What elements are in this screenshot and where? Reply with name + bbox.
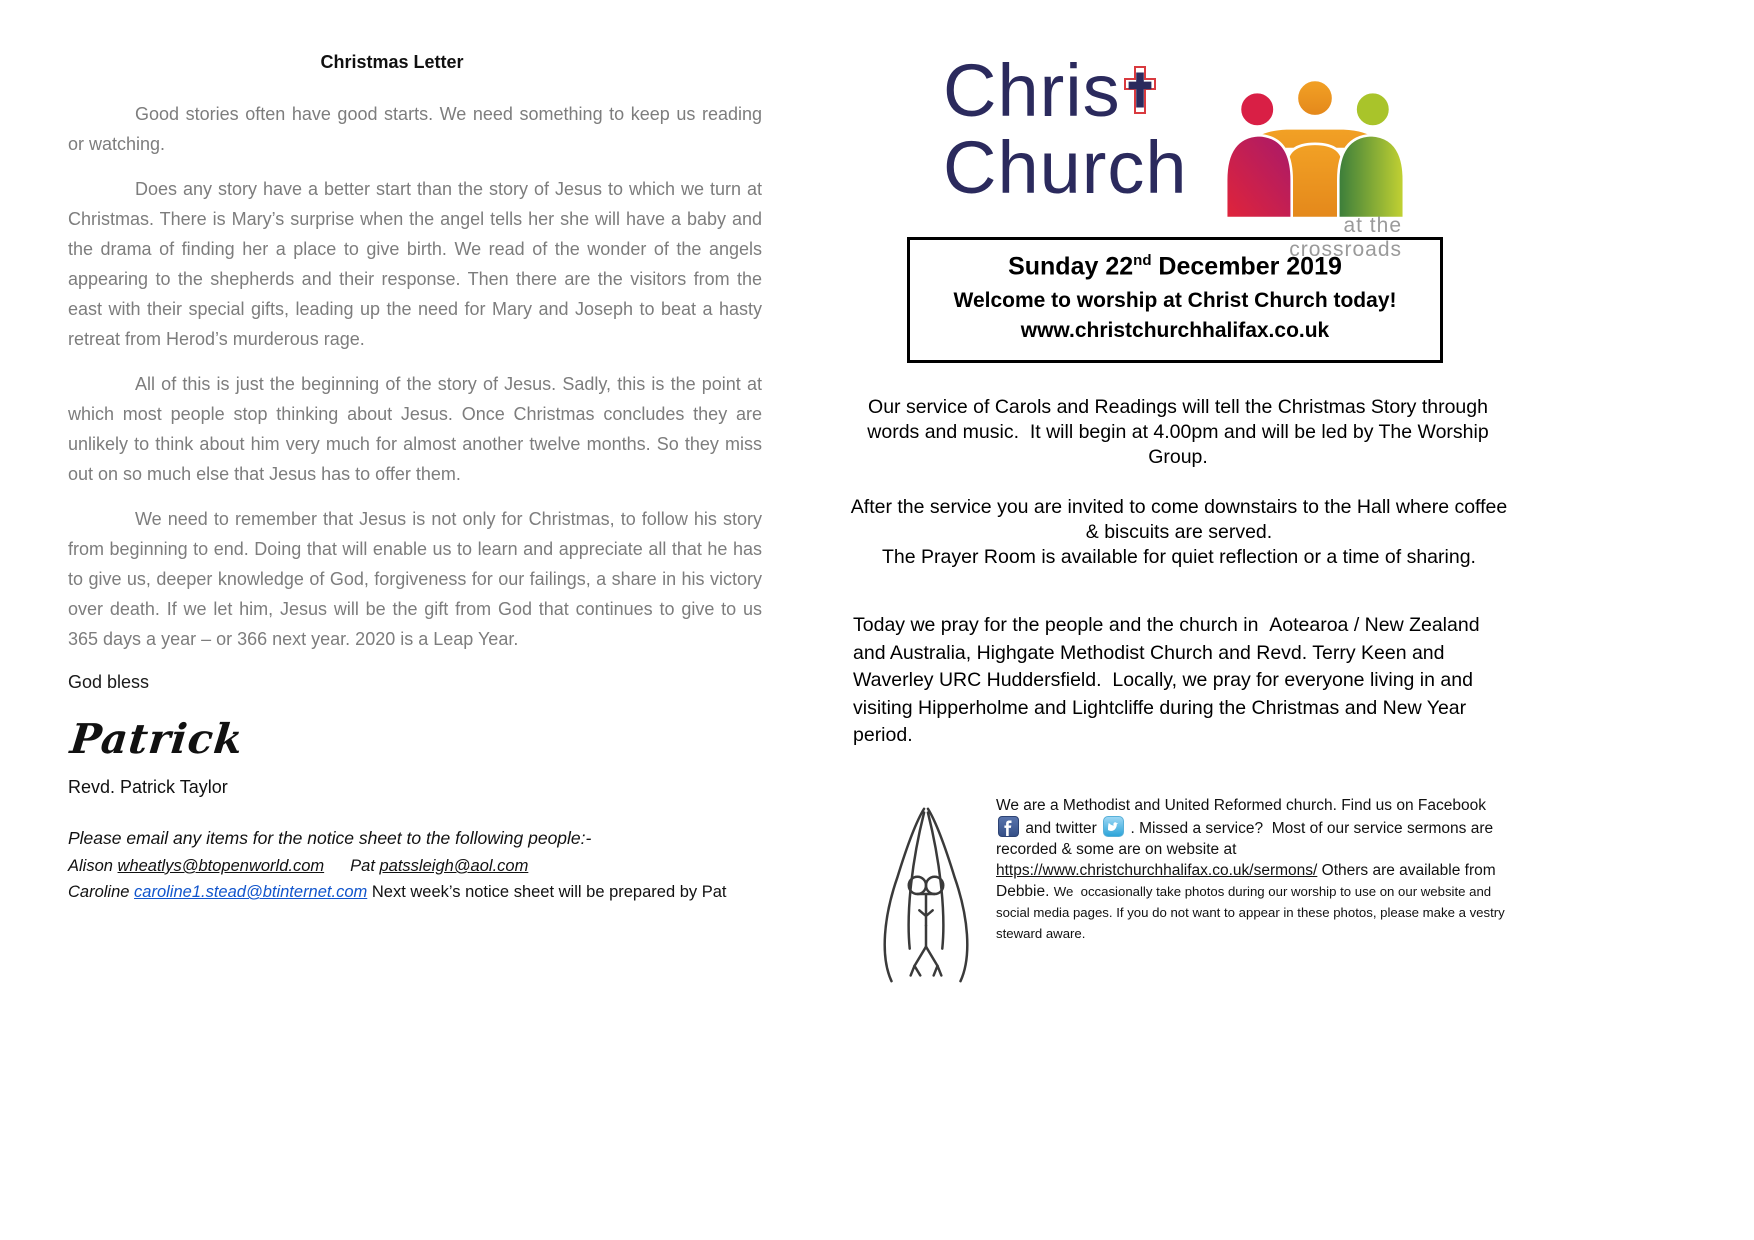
carols-service-paragraph: Our service of Carols and Readings will tell the Christmas Story through words and music. It will begin at 4.00pm and will be led by The Worship Group. xyxy=(867,396,1489,468)
signatory-name: Revd. Patrick Taylor xyxy=(68,777,228,797)
person-green-body xyxy=(1338,135,1404,218)
contact-alison-email-link[interactable]: wheatlys@btopenworld.com xyxy=(117,857,325,875)
contact-pat-name: Pat xyxy=(350,857,380,875)
cross-icon xyxy=(1123,52,1157,104)
letter-paragraph: Does any story have a better start than the story of Jesus to which we turn at Christmas. There is Mary’s surprise when the angel tells her she will have a baby and the drama of finding her a place to give birth. We read of the wonder of the angels appearing to the shepherds and their response. Then there are the visitors from the east with their special gifts, leading up the need for Mary and Joseph to beat a hasty retreat from Herod’s murderous rage. xyxy=(68,179,762,349)
contact-caroline-name: Caroline xyxy=(68,883,135,901)
letter-title: Christmas Letter xyxy=(320,52,464,72)
notice-sheet-email-intro: Please email any items for the notice sheet to the following people:- xyxy=(68,828,592,848)
logo-word-christ-letters: Chris xyxy=(943,49,1121,132)
facebook-icon[interactable] xyxy=(998,816,1019,837)
sermons-link[interactable]: https://www.christchurchhalifax.co.uk/sermons/ xyxy=(996,862,1318,879)
footer-others: Others are available from Debbie. xyxy=(996,862,1496,900)
logo-people-icon xyxy=(1206,80,1424,223)
next-week-note: Next week’s notice sheet will be prepared by Pat xyxy=(367,883,727,901)
person-orange-body xyxy=(1287,144,1344,218)
logo-word-church: Church xyxy=(943,126,1188,209)
photo-notice-small-print: We occasionally take photos during our worship to use on our website and social media pages. If you do not want to appear in these photos, please make a vestry steward aware. xyxy=(996,884,1505,941)
date-day: Sunday 22 xyxy=(1008,252,1134,281)
footer-info-block xyxy=(878,795,1518,990)
after-service-block xyxy=(845,495,1513,570)
date-ordinal: nd xyxy=(1133,252,1152,269)
contact-caroline-email-link[interactable]: caroline1.stead@btinternet.com xyxy=(134,883,368,901)
logo-tagline: at the crossroads xyxy=(1289,214,1402,261)
footer-line1: We are a Methodist and United Reformed church. Find us on Facebook xyxy=(996,797,1486,814)
welcome-message: Welcome to worship at Christ Church today! xyxy=(953,289,1397,313)
footer-and-twitter: and twitter xyxy=(1025,820,1097,837)
footer-after-icons: . Missed a service? Most of our service sermons are recorded & some are on website at xyxy=(996,820,1494,858)
twitter-icon[interactable] xyxy=(1103,816,1124,837)
church-website-link[interactable]: www.christchurchhalifax.co.uk xyxy=(1020,319,1330,343)
letter-paragraph: All of this is just the beginning of the story of Jesus. Sadly, this is the point at which most people stop thinking about Jesus. Once Christmas concludes they are unlikely to think about him very much for almost another twelve months. So they miss out on so much else that Jesus has to offer them. xyxy=(68,374,762,484)
date-month-year: December 2019 xyxy=(1151,252,1342,281)
after-service-paragraph: After the service you are invited to come downstairs to the Hall where coffee & biscuits are served. xyxy=(850,496,1508,543)
contacts-line-1 xyxy=(68,857,762,876)
person-orange-head xyxy=(1297,80,1333,116)
signature-patrick: Patrick xyxy=(68,715,246,763)
welcome-banner xyxy=(907,237,1443,363)
letter-paragraph: Good stories often have good starts. We need something to keep us reading or watching. xyxy=(68,104,762,154)
praying-hands-icon xyxy=(878,795,978,990)
prayers-paragraph: Today we pray for the people and the church in Aotearoa / New Zealand and Australia, Highgate Methodist Church and Revd. Terry Keen and Waverley URC Huddersfield. Locally, we pray for everyone living in and visiting Hipperholme and Lightcliffe during the Christmas and New Year period. xyxy=(853,614,1480,746)
contacts-line-2 xyxy=(68,883,762,902)
person-green-head xyxy=(1356,92,1391,127)
christmas-letter-column xyxy=(68,52,762,902)
contact-pat-email-link[interactable]: patssleigh@aol.com xyxy=(379,857,529,875)
letter-closing: God bless xyxy=(68,672,150,692)
prayer-room-paragraph: The Prayer Room is available for quiet reflection or a time of sharing. xyxy=(882,546,1476,568)
letter-paragraph: We need to remember that Jesus is not only for Christmas, to follow his story from beginning to end. Doing that will enable us to learn and appreciate all that he has to give us, deeper knowledge of God, forgiveness for our failings, a share in his victory over death. If we let him, Jesus will be the gift from God that continues to give to us 365 days a year – or 366 next year. 2020 is a Leap Year. xyxy=(68,509,762,649)
logo-word-christ xyxy=(943,49,1188,132)
service-date xyxy=(910,252,1440,281)
person-red-head xyxy=(1240,92,1275,127)
person-red-body xyxy=(1226,135,1292,218)
christ-church-logo-wordmark xyxy=(943,49,1188,209)
footer-text xyxy=(996,795,1514,990)
contact-alison-name: Alison xyxy=(68,857,118,875)
